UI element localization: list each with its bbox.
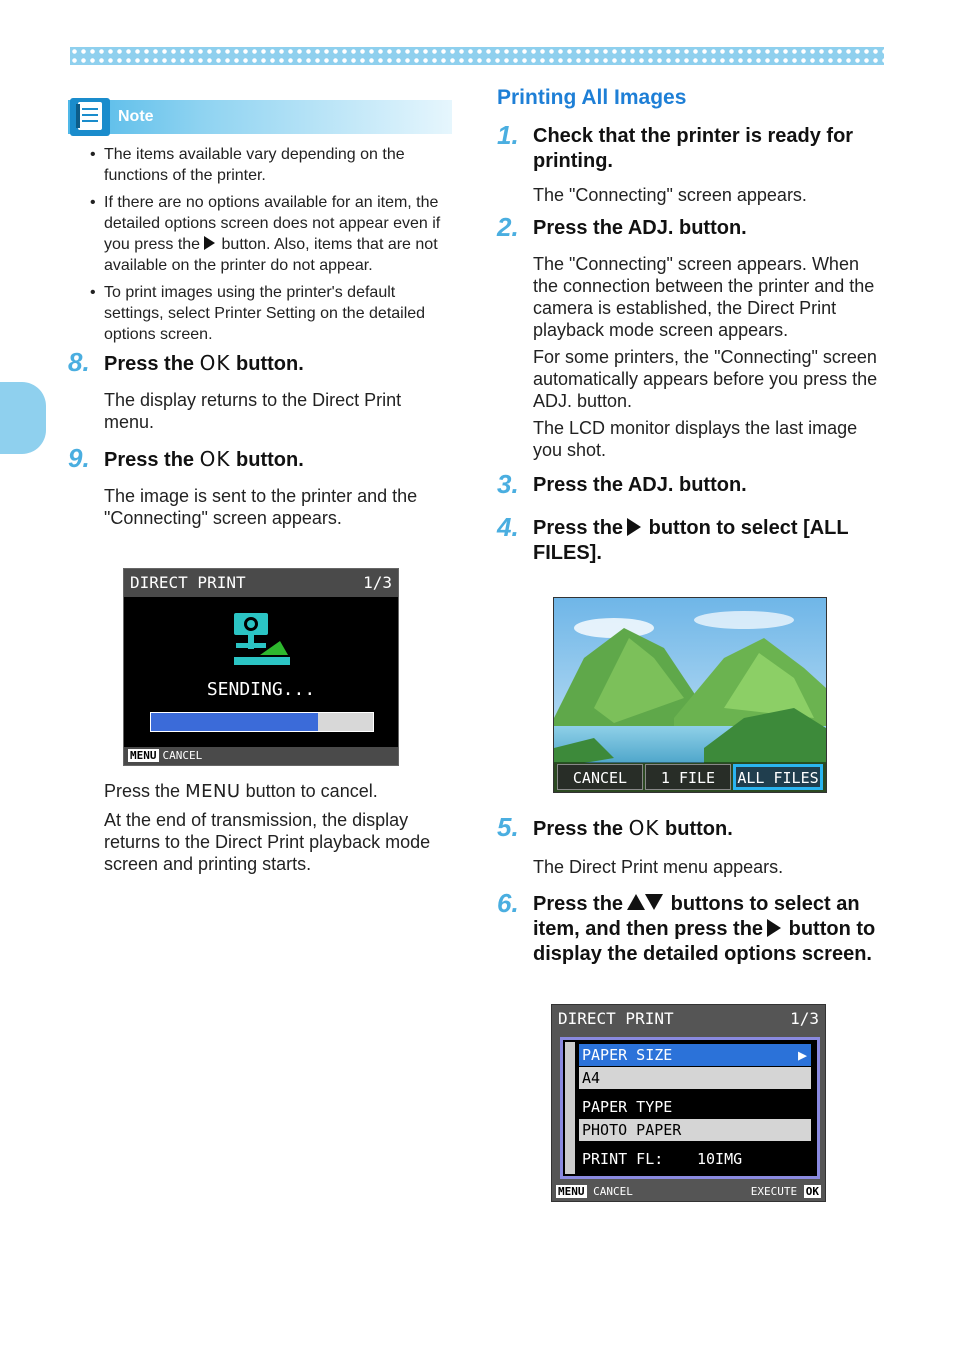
options-scrollbar[interactable] [565,1042,575,1174]
right-arrow-icon [627,518,641,536]
step-text: For some printers, the "Connecting" screen automatically appears before you press the ADJ. button. [533,347,878,411]
step-heading [533,516,887,566]
note-title: Note [118,108,154,125]
lcd-sending-screen [123,568,399,766]
down-arrow-icon [645,894,663,910]
right-column [497,86,887,566]
step-heading-text: button. [665,818,733,840]
lcd-title: DIRECT PRINT [558,1009,674,1028]
lcd-header [124,569,398,597]
step-number: 6. [497,888,519,918]
cancel-instructions [104,774,454,875]
lcd-title: DIRECT PRINT [130,573,246,592]
section-title: Printing All Images [497,86,687,109]
cancel-button[interactable]: CANCEL [557,764,643,790]
note-item-text: If there are no options available for an item, the detailed options screen does not appear even if you press the [104,194,441,253]
step-heading [104,351,452,377]
note-item [104,192,452,276]
step-heading: Press the ADJ. button. [533,217,747,239]
note-list [68,144,452,345]
step-heading: Press the ADJ. button. [533,474,747,496]
cancel-text-part: button to cancel. [245,781,378,801]
up-arrow-icon [627,894,645,910]
step-number: 5. [497,812,519,842]
header-dot-bar [70,47,884,65]
step-heading-text: button to display the detailed options screen. [533,918,876,965]
step-heading: Check that the printer is ready for printing. [533,125,854,172]
step-number: 1. [497,120,519,150]
step-5 [497,812,887,878]
option-row-print-fl[interactable] [579,1148,811,1170]
step-heading-text: buttons to select an item, and then press the [533,893,860,940]
step-heading-text: Press the [533,517,624,539]
step-text: The "Connecting" screen appears. [533,185,807,205]
note-item-text: To print images using the printer's default settings, select Printer Setting on the detailed options screen. [104,284,426,343]
step-9 [68,443,452,529]
step-text: The "Connecting" screen appears. When the connection between the printer and the camera is established, the Direct Print playback mode screen appears. [533,254,875,340]
option-value: 10IMG [697,1150,743,1168]
lcd-photo-screen [553,597,827,793]
menu-key-label: MENU [185,781,241,802]
options-panel [560,1037,820,1179]
one-file-button[interactable]: 1 FILE [645,764,731,790]
ok-key-label: OK [199,447,231,471]
note-item [104,282,452,345]
footer-execute-label: EXECUTE [750,1185,798,1198]
sending-status: SENDING... [206,679,316,700]
step-heading-text: button to select [ALL FILES]. [533,517,849,564]
option-label: PAPER SIZE [582,1046,673,1064]
photo-button-bar [554,762,826,792]
footer-cancel-label: CANCEL [162,749,203,762]
lcd-page: 1/3 [363,573,392,592]
step-number: 9. [68,443,90,473]
step-6 [497,888,887,967]
ok-key-label: OK [628,816,660,840]
step-number: 3. [497,469,519,499]
step-text: The Direct Print menu appears. [533,857,784,877]
step-heading-text: Press the [104,353,195,375]
step-number: 4. [497,512,519,542]
note-item [104,144,452,186]
right-arrow-icon: ▶ [797,1046,807,1064]
right-arrow-icon [767,919,781,937]
note-header [68,100,452,134]
right-arrow-icon [204,236,215,250]
lcd-options-screen [551,1004,826,1202]
step-8 [68,347,452,433]
step-heading [533,816,887,842]
progress-bar [150,712,374,732]
right-column-lower [497,812,887,967]
lcd-page: 1/3 [790,1009,819,1028]
option-label: PRINT FL: [582,1150,664,1168]
note-item-text: button. Also, items that are not available on the printer do not appear. [104,236,438,274]
step-heading-text: button. [236,353,304,375]
lcd-footer [552,1183,825,1201]
menu-key: MENU [558,1185,585,1198]
option-row-paper-type[interactable]: PAPER TYPE [582,1098,673,1116]
progress-fill [151,713,318,731]
lcd-header [552,1005,825,1033]
printer-camera-icon [230,611,294,669]
cancel-text [104,780,454,803]
ok-key-label: OK [199,351,231,375]
all-files-button[interactable]: ALL FILES [733,764,823,790]
step-heading-text: Press the [104,449,195,471]
step-heading-text: Press the [533,818,624,840]
option-value: A4 [579,1067,811,1089]
step-text: The image is sent to the printer and the "Connecting" screen appears. [104,486,418,528]
footer-left [556,1183,633,1201]
step-heading [533,892,887,967]
option-row-paper-size[interactable] [579,1044,811,1066]
footer-right [751,1183,821,1201]
step-heading [104,447,452,473]
step-2 [497,212,887,461]
step-number: 2. [497,212,519,242]
cancel-text-part: Press the [104,781,181,801]
note-icon [70,98,110,136]
step-3 [497,469,887,499]
step-heading-text: Press the [533,893,624,915]
option-value: PHOTO PAPER [579,1119,811,1141]
footer-cancel-label: CANCEL [593,1185,633,1198]
step-1 [497,120,887,206]
lcd-footer [124,747,398,765]
step-4 [497,512,887,566]
step-text: The LCD monitor displays the last image you shot. [533,418,858,460]
menu-key: MENU [130,749,157,762]
chapter-tab [0,382,46,454]
note-item-text: The items available vary depending on the functions of the printer. [104,146,405,184]
end-text: At the end of transmission, the display returns to the Direct Print playback mode screen and printing starts. [104,810,431,874]
ok-key: OK [805,1185,819,1198]
step-heading-text: button. [236,449,304,471]
step-text: The display returns to the Direct Print menu. [104,390,402,432]
step-number: 8. [68,347,90,377]
